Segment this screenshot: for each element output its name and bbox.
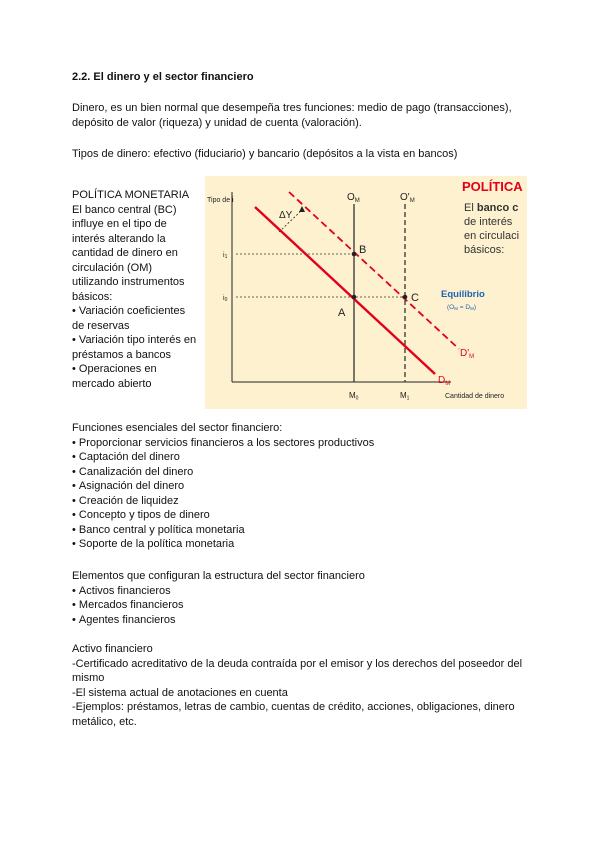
shift-arrowhead [299,206,305,212]
list-item: • Operaciones en mercado abierto [72,362,200,391]
i1-label: i1 [223,252,228,260]
functions-title: Funciones esenciales del sector financiero: [72,422,283,434]
monetary-policy-text [72,188,200,391]
slide-text-line-1: El banco c [464,202,519,214]
money-demand-dm [255,207,435,374]
financial-sector-elements [72,569,532,627]
list-item: • Agentes financieros [72,613,532,628]
om-label: $O_M$ [347,192,360,204]
list-item: • Canalización del dinero [72,465,532,480]
equilibrium-label: Equilibrio [441,289,485,300]
functions-list [72,436,532,552]
money-definition: Dinero, es un bien normal que desempeña tres funciones: medio de pago (transacciones), depósito de valor (riqueza) y unidad de cuenta (valoración). [72,102,512,129]
asset-title: Activo financiero [72,643,153,655]
dm2-label: $D'_M$ [460,348,475,360]
financial-sector-functions [72,421,532,552]
money-market-chart [205,176,527,409]
list-item: • Asignación del dinero [72,479,532,494]
asset-line: -Ejemplos: préstamos, letras de cambio, cuentas de crédito, acciones, obligaciones, dinero metálico, etc. [72,701,515,728]
point-a-label: A [338,307,346,319]
policy-body: El banco central (BC) influye en el tipo de interés alterando la cantidad de dinero en circulación (OM) utilizando instrumentos básicos: [72,203,185,303]
dm-label: $D_M$ [438,375,451,387]
list-item: • Mercados financieros [72,598,532,613]
y-axis-label: Tipo de i [207,197,234,204]
asset-line: -Certificado acreditativo de la deuda contraída por el emisor y los derechos del poseedor del mismo [72,657,523,684]
point-c [403,295,408,300]
point-b-label: B [359,244,367,256]
slide-text-line-4: básicos: [464,244,505,256]
point-a [352,295,357,300]
monetary-policy-figure [205,176,527,409]
slide-title: POLÍTICA [462,179,523,194]
elements-list [72,584,532,628]
point-c-label: C [411,292,419,304]
list-item: • Captación del dinero [72,450,532,465]
i0-label: i0 [223,295,228,303]
point-b [352,252,357,257]
elements-title: Elementos que configuran la estructura del sector financiero [72,570,365,582]
policy-instrument-list [72,304,200,391]
list-item: • Activos financieros [72,584,532,599]
m0-label: M0 [349,391,359,402]
x-axis-label: Cantidad de dinero [445,393,505,400]
money-types: Tipos de dinero: efectivo (fiduciario) y bancario (depósitos a la vista en bancos) [72,148,458,160]
list-item: • Creación de liquidez [72,494,532,509]
financial-asset [72,642,532,729]
list-item: • Variación coeficientes de reservas [72,304,200,333]
slide-text-line-2: de interés [464,216,513,228]
list-item: • Banco central y política monetaria [72,523,532,538]
slide-text-line-3: en circulaci [464,230,520,242]
money-demand-dm2 [289,192,459,349]
asset-line: -El sistema actual de anotaciones en cuenta [72,686,288,699]
list-item: • Proporcionar servicios financieros a los sectores productivos [72,436,532,451]
section-heading: 2.2. El dinero y el sector financiero [72,71,254,83]
list-item: • Concepto y tipos de dinero [72,508,532,523]
m1-label: M1 [400,391,410,402]
policy-title: POLÍTICA MONETARIA [72,189,190,201]
equilibrium-formula: (OM = DM) [447,304,477,311]
om2-label: $O'_M$ [400,192,415,204]
delta-y-label: ΔY [279,210,293,221]
list-item: • Variación tipo interés en préstamos a bancos [72,333,200,362]
list-item: • Soporte de la política monetaria [72,537,532,552]
